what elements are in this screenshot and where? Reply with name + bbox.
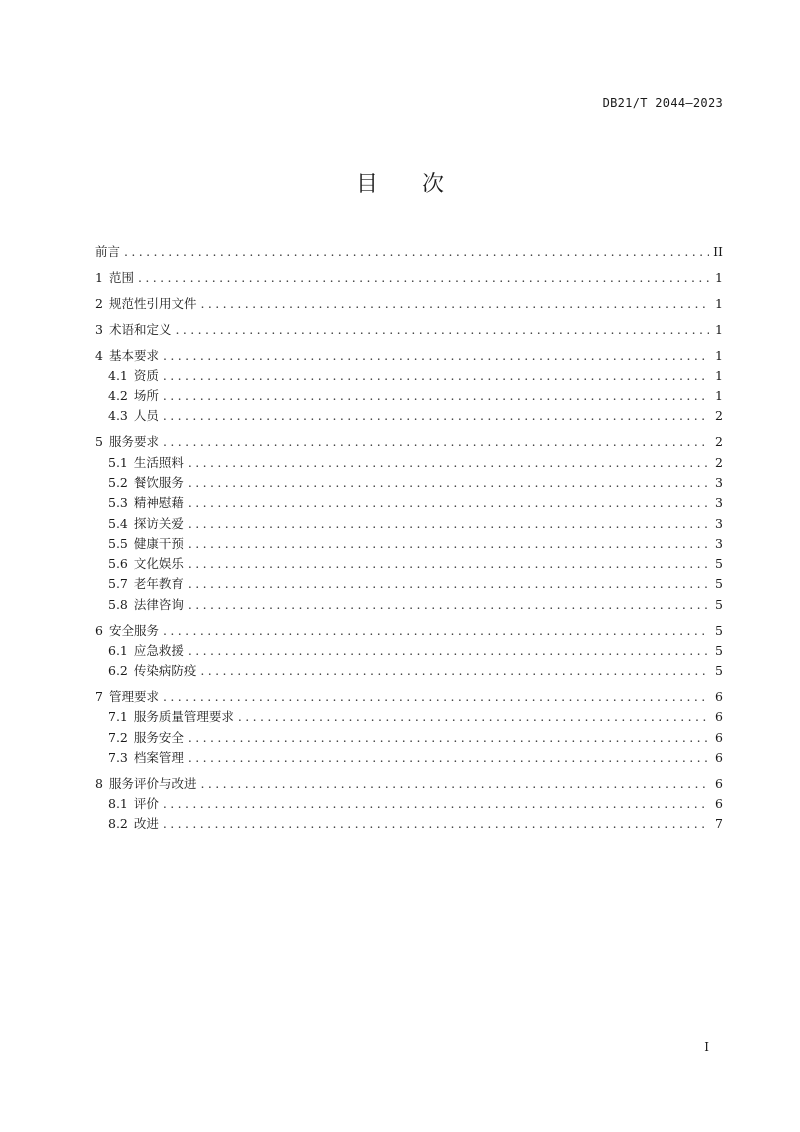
dot-leader	[188, 748, 709, 768]
toc-entry[interactable]	[95, 493, 723, 513]
toc-entry[interactable]	[95, 473, 723, 493]
toc-entry-number: 7.1	[108, 709, 128, 725]
dot-leader	[188, 493, 709, 513]
dot-leader	[200, 774, 709, 794]
toc-entry-title: 服务要求	[108, 434, 159, 450]
toc-entry[interactable]	[95, 661, 723, 681]
toc-entry-number: 5.6	[108, 556, 128, 572]
dot-leader	[138, 268, 709, 288]
toc-entry-page: 5	[715, 622, 723, 638]
toc-entry-page: 3	[715, 535, 723, 551]
toc-entry-page: 5	[715, 663, 723, 679]
toc-entry-title: 服务质量管理要求	[133, 709, 234, 725]
toc-entry-number: 4.1	[108, 367, 128, 383]
toc-entry-number: 2	[95, 295, 103, 311]
table-of-contents	[95, 242, 723, 835]
toc-entry[interactable]	[95, 514, 723, 534]
toc-entry-title: 评价	[133, 796, 159, 812]
toc-entry-page: 6	[715, 775, 723, 791]
toc-entry-number: 7	[95, 689, 103, 705]
toc-entry-title: 资质	[133, 367, 159, 383]
dot-leader	[188, 574, 709, 594]
toc-entry-title: 精神慰藉	[133, 495, 184, 511]
toc-entry-title: 应急救援	[133, 642, 184, 658]
toc-entry[interactable]	[95, 453, 723, 473]
toc-entry-page: 1	[715, 321, 723, 337]
toc-entry-title: 场所	[133, 388, 159, 404]
toc-entry[interactable]	[95, 242, 723, 262]
toc-entry-title: 基本要求	[108, 347, 159, 363]
toc-entry-number: 4.2	[108, 388, 128, 404]
toc-entry-title: 范围	[108, 269, 134, 285]
toc-entry[interactable]	[95, 366, 723, 386]
toc-title	[0, 170, 800, 200]
toc-entry-number: 3	[95, 321, 103, 337]
toc-entry-number: 6	[95, 622, 103, 638]
toc-entry-number: 5.5	[108, 535, 128, 551]
toc-entry-title: 传染病防疫	[133, 663, 197, 679]
toc-entry[interactable]	[95, 728, 723, 748]
toc-entry-title: 老年教育	[133, 576, 184, 592]
toc-entry-page: 1	[715, 367, 723, 383]
page-number: I	[704, 1040, 709, 1054]
toc-entry-page: 6	[715, 796, 723, 812]
toc-entry-page: 3	[715, 515, 723, 531]
dot-leader	[188, 641, 709, 661]
toc-entry-page: 5	[715, 642, 723, 658]
toc-entry-title: 探访关爱	[133, 515, 184, 531]
toc-entry-page: 6	[715, 689, 723, 705]
toc-entry-page: 2	[715, 408, 723, 424]
toc-entry-number: 5.4	[108, 515, 128, 531]
toc-entry-title: 服务评价与改进	[108, 775, 197, 791]
standard-code: DB21/T 2044—2023	[602, 96, 723, 110]
dot-leader	[163, 687, 709, 707]
toc-entry[interactable]	[95, 687, 723, 707]
toc-entry-title: 管理要求	[108, 689, 159, 705]
toc-entry[interactable]	[95, 707, 723, 727]
toc-entry-number: 5.3	[108, 495, 128, 511]
toc-entry-title: 法律咨询	[133, 596, 184, 612]
dot-leader	[163, 346, 709, 366]
toc-entry-title: 生活照料	[133, 454, 184, 470]
toc-entry-title: 人员	[133, 408, 159, 424]
toc-entry-number: 5.2	[108, 474, 128, 490]
dot-leader	[188, 595, 709, 615]
toc-entry-number: 7.2	[108, 729, 128, 745]
toc-entry-page: 3	[715, 495, 723, 511]
toc-entry-number: 6.2	[108, 663, 128, 679]
toc-entry-number: 5	[95, 434, 103, 450]
toc-entry-number: 5.8	[108, 596, 128, 612]
dot-leader	[188, 554, 709, 574]
toc-entry[interactable]	[95, 748, 723, 768]
toc-entry-number: 5.7	[108, 576, 128, 592]
toc-entry-title: 安全服务	[108, 622, 159, 638]
dot-leader	[188, 473, 709, 493]
dot-leader	[163, 366, 709, 386]
toc-entry[interactable]	[95, 554, 723, 574]
toc-entry-page: 1	[715, 388, 723, 404]
toc-entry[interactable]	[95, 432, 723, 452]
toc-entry-page: 5	[715, 556, 723, 572]
toc-entry-title: 规范性引用文件	[108, 295, 197, 311]
toc-entry-number: 7.3	[108, 749, 128, 765]
toc-entry[interactable]	[95, 406, 723, 426]
toc-entry-page: 1	[715, 295, 723, 311]
toc-title-char-2: 次	[422, 172, 445, 197]
toc-entry[interactable]	[95, 794, 723, 814]
dot-leader	[188, 514, 709, 534]
toc-entry-page: 3	[715, 474, 723, 490]
toc-entry-number: 8.1	[108, 796, 128, 812]
toc-entry-page: 2	[715, 434, 723, 450]
dot-leader	[175, 320, 709, 340]
toc-entry[interactable]	[95, 268, 723, 288]
toc-entry-title: 术语和定义	[108, 321, 172, 337]
dot-leader	[124, 242, 709, 262]
toc-entry[interactable]	[95, 386, 723, 406]
toc-entry-page: 1	[715, 269, 723, 285]
dot-leader	[163, 814, 709, 834]
toc-entry[interactable]	[95, 621, 723, 641]
toc-entry-title: 档案管理	[133, 749, 184, 765]
toc-entry[interactable]	[95, 641, 723, 661]
dot-leader	[200, 661, 709, 681]
toc-entry[interactable]	[95, 320, 723, 340]
dot-leader	[163, 432, 709, 452]
dot-leader	[238, 707, 709, 727]
toc-entry-number: 8	[95, 775, 103, 791]
toc-entry[interactable]	[95, 346, 723, 366]
toc-entry[interactable]	[95, 574, 723, 594]
toc-entry-title: 前言	[95, 244, 121, 259]
dot-leader	[163, 386, 709, 406]
toc-entry-title: 文化娱乐	[133, 556, 184, 572]
toc-entry[interactable]	[95, 814, 723, 834]
toc-entry-number: 4.3	[108, 408, 128, 424]
toc-entry-number: 8.2	[108, 816, 128, 832]
dot-leader	[188, 534, 709, 554]
dot-leader	[188, 728, 709, 748]
toc-entry-number: 6.1	[108, 642, 128, 658]
dot-leader	[163, 621, 709, 641]
toc-entry-page: II	[713, 244, 723, 259]
dot-leader	[200, 294, 709, 314]
toc-entry-page: 6	[715, 709, 723, 725]
toc-entry-number: 5.1	[108, 454, 128, 470]
dot-leader	[163, 794, 709, 814]
toc-entry[interactable]	[95, 595, 723, 615]
dot-leader	[163, 406, 709, 426]
toc-entry[interactable]	[95, 774, 723, 794]
toc-entry[interactable]	[95, 534, 723, 554]
dot-leader	[188, 453, 709, 473]
toc-entry-title: 服务安全	[133, 729, 184, 745]
toc-entry-title: 餐饮服务	[133, 474, 184, 490]
toc-entry-number: 1	[95, 269, 103, 285]
toc-entry-title: 改进	[133, 816, 159, 832]
toc-entry-title: 健康干预	[133, 535, 184, 551]
toc-entry-page: 7	[715, 816, 723, 832]
toc-entry-page: 6	[715, 749, 723, 765]
toc-title-char-1: 目	[355, 172, 378, 197]
toc-entry[interactable]	[95, 294, 723, 314]
toc-entry-page: 6	[715, 729, 723, 745]
toc-entry-number: 4	[95, 347, 103, 363]
toc-entry-page: 2	[715, 454, 723, 470]
toc-entry-page: 5	[715, 596, 723, 612]
toc-entry-page: 1	[715, 347, 723, 363]
toc-entry-page: 5	[715, 576, 723, 592]
